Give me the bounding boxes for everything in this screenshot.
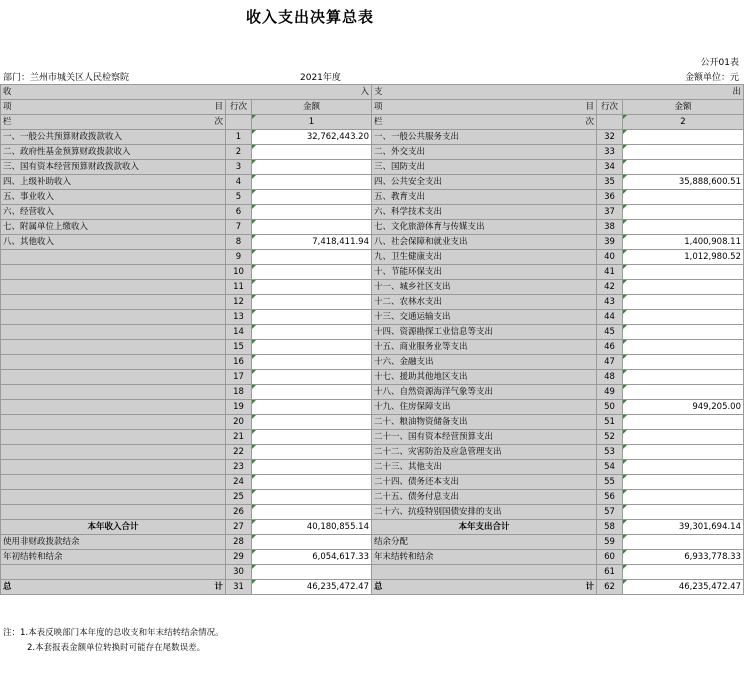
income-amount bbox=[252, 475, 372, 490]
expense-amount bbox=[623, 265, 744, 280]
income-amount bbox=[252, 400, 372, 415]
meta-row bbox=[0, 70, 745, 83]
expense-row-number: 39 bbox=[597, 235, 623, 250]
income-row-number: 17 bbox=[226, 370, 252, 385]
expense-item-label: 六、科学技术支出 bbox=[372, 205, 597, 220]
income-item-label: 三、国有资本经营预算财政拨款收入 bbox=[1, 160, 226, 175]
income-row-number: 21 bbox=[226, 430, 252, 445]
table-row: 年初结转和结余 29 6,054,617.33 年末结转和结余 60 6,933,778.33 bbox=[1, 550, 744, 565]
expense-item-label: 十八、自然资源海洋气象等支出 bbox=[372, 385, 597, 400]
expense-row-number: 32 bbox=[597, 130, 623, 145]
expense-row-number: 51 bbox=[597, 415, 623, 430]
expense-item-label: 八、社会保障和就业支出 bbox=[372, 235, 597, 250]
income-row-number: 16 bbox=[226, 355, 252, 370]
expense-amount bbox=[623, 430, 744, 445]
table-row bbox=[1, 190, 744, 205]
income-total-amount: 40,180,855.14 bbox=[252, 520, 372, 535]
expense-row-number: 40 bbox=[597, 250, 623, 265]
income-row-number: 25 bbox=[226, 490, 252, 505]
budget-table bbox=[0, 84, 744, 595]
income-amount bbox=[252, 460, 372, 475]
expense-row-number: 34 bbox=[597, 160, 623, 175]
expense-amount bbox=[623, 310, 744, 325]
table-row bbox=[1, 205, 744, 220]
income-item-label bbox=[1, 265, 226, 280]
income-item-label bbox=[1, 475, 226, 490]
expense-row-number: 50 bbox=[597, 400, 623, 415]
income-row-number: 10 bbox=[226, 265, 252, 280]
income-section-header: 收 入 bbox=[1, 85, 372, 100]
income-amount bbox=[252, 430, 372, 445]
expense-amount bbox=[623, 205, 744, 220]
expense-amount bbox=[623, 355, 744, 370]
expense-item-label: 二十一、国有资本经营预算支出 bbox=[372, 430, 597, 445]
footnote-1: 注：1.本表反映部门本年度的总收支和年末结转结余情况。 bbox=[3, 628, 224, 638]
grand-total-income-label: 总 计 bbox=[1, 580, 226, 595]
unit-label: 金额单位：元 bbox=[684, 73, 739, 83]
expense-row-number: 42 bbox=[597, 280, 623, 295]
expense-row-number: 45 bbox=[597, 325, 623, 340]
grand-total-expense-amount: 46,235,472.47 bbox=[623, 580, 744, 595]
table-row bbox=[1, 400, 744, 415]
income-amount bbox=[252, 310, 372, 325]
income-row-number: 18 bbox=[226, 385, 252, 400]
income-item-label bbox=[1, 310, 226, 325]
expense-row-number: 33 bbox=[597, 145, 623, 160]
income-item-label bbox=[1, 460, 226, 475]
expense-row-number: 56 bbox=[597, 490, 623, 505]
expense-amount bbox=[623, 280, 744, 295]
income-row-number: 14 bbox=[226, 325, 252, 340]
expense-item-label: 十五、商业服务业等支出 bbox=[372, 340, 597, 355]
expense-amount: 1,400,908.11 bbox=[623, 235, 744, 250]
income-item-label: 四、上级补助收入 bbox=[1, 175, 226, 190]
income-amount bbox=[252, 385, 372, 400]
table-row bbox=[1, 490, 744, 505]
expense-row-number: 54 bbox=[597, 460, 623, 475]
income-item-label bbox=[1, 505, 226, 520]
expense-amount bbox=[623, 415, 744, 430]
income-item-label bbox=[1, 340, 226, 355]
income-amount-header: 金额 bbox=[252, 100, 372, 115]
expense-row-number: 43 bbox=[597, 295, 623, 310]
table-row: 使用非财政拨款结余 28 结余分配 59 bbox=[1, 535, 744, 550]
expense-amount: 1,012,980.52 bbox=[623, 250, 744, 265]
income-item-label: 六、经营收入 bbox=[1, 205, 226, 220]
income-amount bbox=[252, 490, 372, 505]
expense-row-number: 38 bbox=[597, 220, 623, 235]
totals-body bbox=[1, 520, 744, 595]
expense-item-label: 十九、住房保障支出 bbox=[372, 400, 597, 415]
income-amount bbox=[252, 325, 372, 340]
income-item-label: 一、一般公共预算财政拨款收入 bbox=[1, 130, 226, 145]
income-item-label bbox=[1, 400, 226, 415]
expense-amount-header: 金额 bbox=[623, 100, 744, 115]
expense-total-amount: 39,301,694.14 bbox=[623, 520, 744, 535]
table-row bbox=[1, 130, 744, 145]
income-item-label bbox=[1, 355, 226, 370]
income-row-number: 5 bbox=[226, 190, 252, 205]
expense-row-number: 53 bbox=[597, 445, 623, 460]
table-row bbox=[1, 415, 744, 430]
grand-total-expense-label: 总 计 bbox=[372, 580, 597, 595]
table-row bbox=[1, 460, 744, 475]
income-row-number: 6 bbox=[226, 205, 252, 220]
expense-item-label: 二十、粮油物资储备支出 bbox=[372, 415, 597, 430]
table-row bbox=[1, 160, 744, 175]
expense-item-label: 二十二、灾害防治及应急管理支出 bbox=[372, 445, 597, 460]
income-item-label bbox=[1, 370, 226, 385]
income-amount: 7,418,411.94 bbox=[252, 235, 372, 250]
income-rowno-header: 行次 bbox=[226, 100, 252, 115]
income-row-number: 9 bbox=[226, 250, 252, 265]
income-amount bbox=[252, 160, 372, 175]
table-row bbox=[1, 370, 744, 385]
income-row-number: 26 bbox=[226, 505, 252, 520]
header-row-columns bbox=[1, 100, 744, 115]
income-item-label bbox=[1, 250, 226, 265]
income-amount bbox=[252, 205, 372, 220]
expense-item-header: 项 目 bbox=[372, 100, 597, 115]
income-total-label: 本年收入合计 bbox=[1, 520, 226, 535]
expense-amount bbox=[623, 145, 744, 160]
expense-row-number: 44 bbox=[597, 310, 623, 325]
income-row-number: 24 bbox=[226, 475, 252, 490]
expense-amount: 949,205.00 bbox=[623, 400, 744, 415]
income-amount bbox=[252, 415, 372, 430]
table-row: 30 61 bbox=[1, 565, 744, 580]
income-amount bbox=[252, 340, 372, 355]
expense-amount bbox=[623, 445, 744, 460]
table-row bbox=[1, 325, 744, 340]
income-amount bbox=[252, 250, 372, 265]
expense-amount bbox=[623, 130, 744, 145]
income-amount bbox=[252, 370, 372, 385]
expense-section-header: 支 出 bbox=[372, 85, 744, 100]
income-row-number: 20 bbox=[226, 415, 252, 430]
table-row bbox=[1, 235, 744, 250]
expense-item-label: 二十四、债务还本支出 bbox=[372, 475, 597, 490]
table-row bbox=[1, 340, 744, 355]
table-row bbox=[1, 475, 744, 490]
income-row-number: 15 bbox=[226, 340, 252, 355]
footnote-2: 2.本套报表金额单位转换时可能存在尾数误差。 bbox=[27, 643, 206, 653]
grand-total-income-amount: 46,235,472.47 bbox=[252, 580, 372, 595]
income-row-number: 1 bbox=[226, 130, 252, 145]
table-row bbox=[1, 355, 744, 370]
expense-rowno-header: 行次 bbox=[597, 100, 623, 115]
expense-amount bbox=[623, 490, 744, 505]
expense-item-label: 四、公共安全支出 bbox=[372, 175, 597, 190]
income-item-label: 八、其他收入 bbox=[1, 235, 226, 250]
expense-item-label: 十六、金融支出 bbox=[372, 355, 597, 370]
table-row bbox=[1, 295, 744, 310]
table-row bbox=[1, 430, 744, 445]
expense-col-label: 栏 次 bbox=[372, 115, 597, 130]
expense-col-number: 2 bbox=[623, 115, 744, 130]
income-amount bbox=[252, 145, 372, 160]
income-item-label: 七、附属单位上缴收入 bbox=[1, 220, 226, 235]
income-item-label bbox=[1, 415, 226, 430]
expense-row-number: 46 bbox=[597, 340, 623, 355]
expense-amount bbox=[623, 295, 744, 310]
expense-item-label: 五、教育支出 bbox=[372, 190, 597, 205]
footnotes bbox=[3, 626, 224, 656]
income-item-label bbox=[1, 280, 226, 295]
income-item-label bbox=[1, 295, 226, 310]
page-title: 收入支出决算总表 bbox=[245, 8, 374, 26]
income-item-label bbox=[1, 445, 226, 460]
expense-row-number: 55 bbox=[597, 475, 623, 490]
table-row: 本年收入合计 27 40,180,855.14 本年支出合计 58 39,301,694.14 bbox=[1, 520, 744, 535]
expense-row-number: 35 bbox=[597, 175, 623, 190]
income-row-number: 2 bbox=[226, 145, 252, 160]
table-row bbox=[1, 220, 744, 235]
income-col-number: 1 bbox=[252, 115, 372, 130]
expense-row-number: 57 bbox=[597, 505, 623, 520]
expense-item-label: 十三、交通运输支出 bbox=[372, 310, 597, 325]
income-item-header: 项 目 bbox=[1, 100, 226, 115]
table-row bbox=[1, 265, 744, 280]
header-row-colno bbox=[1, 115, 744, 130]
income-row-number: 22 bbox=[226, 445, 252, 460]
income-amount: 32,762,443.20 bbox=[252, 130, 372, 145]
table-row bbox=[1, 145, 744, 160]
income-row-number: 8 bbox=[226, 235, 252, 250]
income-item-label bbox=[1, 490, 226, 505]
income-col-label: 栏 次 bbox=[1, 115, 226, 130]
expense-amount bbox=[623, 160, 744, 175]
income-amount bbox=[252, 265, 372, 280]
income-row-number: 19 bbox=[226, 400, 252, 415]
expense-item-label: 七、文化旅游体育与传媒支出 bbox=[372, 220, 597, 235]
income-row-number: 7 bbox=[226, 220, 252, 235]
expense-amount bbox=[623, 190, 744, 205]
grand-total-row: 总 计 31 46,235,472.47 总 计 62 46,235,472.47 bbox=[1, 580, 744, 595]
expense-row-number: 52 bbox=[597, 430, 623, 445]
income-amount bbox=[252, 355, 372, 370]
expense-item-label: 二十三、其他支出 bbox=[372, 460, 597, 475]
expense-item-label: 十、节能环保支出 bbox=[372, 265, 597, 280]
income-item-label: 五、事业收入 bbox=[1, 190, 226, 205]
expense-item-label: 一、一般公共服务支出 bbox=[372, 130, 597, 145]
table-row bbox=[1, 250, 744, 265]
income-item-label bbox=[1, 385, 226, 400]
expense-amount bbox=[623, 220, 744, 235]
income-amount bbox=[252, 280, 372, 295]
expense-row-number: 49 bbox=[597, 385, 623, 400]
expense-amount bbox=[623, 385, 744, 400]
expense-item-label: 三、国防支出 bbox=[372, 160, 597, 175]
expense-amount bbox=[623, 505, 744, 520]
expense-amount bbox=[623, 475, 744, 490]
table-row bbox=[1, 385, 744, 400]
expense-row-number: 47 bbox=[597, 355, 623, 370]
expense-amount bbox=[623, 460, 744, 475]
table-row bbox=[1, 175, 744, 190]
income-row-number: 3 bbox=[226, 160, 252, 175]
table-body bbox=[1, 130, 744, 520]
income-row-number: 12 bbox=[226, 295, 252, 310]
income-item-label bbox=[1, 430, 226, 445]
expense-row-number: 37 bbox=[597, 205, 623, 220]
expense-row-number: 41 bbox=[597, 265, 623, 280]
income-row-number: 13 bbox=[226, 310, 252, 325]
header-row-section bbox=[1, 85, 744, 100]
expense-item-label: 二、外交支出 bbox=[372, 145, 597, 160]
expense-item-label: 十七、援助其他地区支出 bbox=[372, 370, 597, 385]
income-item-label bbox=[1, 325, 226, 340]
expense-item-label: 二十六、抗疫特别国债安排的支出 bbox=[372, 505, 597, 520]
table-row bbox=[1, 280, 744, 295]
income-item-label: 二、政府性基金预算财政拨款收入 bbox=[1, 145, 226, 160]
form-number: 公开01表 bbox=[700, 58, 739, 68]
income-amount bbox=[252, 220, 372, 235]
department-label: 部门：兰州市城关区人民检察院 bbox=[3, 73, 130, 83]
expense-row-number: 36 bbox=[597, 190, 623, 205]
income-row-number: 11 bbox=[226, 280, 252, 295]
expense-item-label: 十一、城乡社区支出 bbox=[372, 280, 597, 295]
table-row bbox=[1, 445, 744, 460]
table-row bbox=[1, 310, 744, 325]
expense-item-label: 九、卫生健康支出 bbox=[372, 250, 597, 265]
income-amount bbox=[252, 190, 372, 205]
expense-item-label: 二十五、债务付息支出 bbox=[372, 490, 597, 505]
expense-amount bbox=[623, 325, 744, 340]
income-row-number: 23 bbox=[226, 460, 252, 475]
income-amount bbox=[252, 505, 372, 520]
income-amount bbox=[252, 445, 372, 460]
table-row bbox=[1, 505, 744, 520]
income-amount bbox=[252, 295, 372, 310]
expense-row-number: 48 bbox=[597, 370, 623, 385]
expense-amount bbox=[623, 340, 744, 355]
expense-amount: 35,888,600.51 bbox=[623, 175, 744, 190]
expense-amount bbox=[623, 370, 744, 385]
year-label: 2021年度 bbox=[300, 73, 341, 83]
income-amount bbox=[252, 175, 372, 190]
income-row-number: 4 bbox=[226, 175, 252, 190]
expense-item-label: 十四、资源勘探工业信息等支出 bbox=[372, 325, 597, 340]
expense-item-label: 十二、农林水支出 bbox=[372, 295, 597, 310]
expense-total-label: 本年支出合计 bbox=[372, 520, 597, 535]
